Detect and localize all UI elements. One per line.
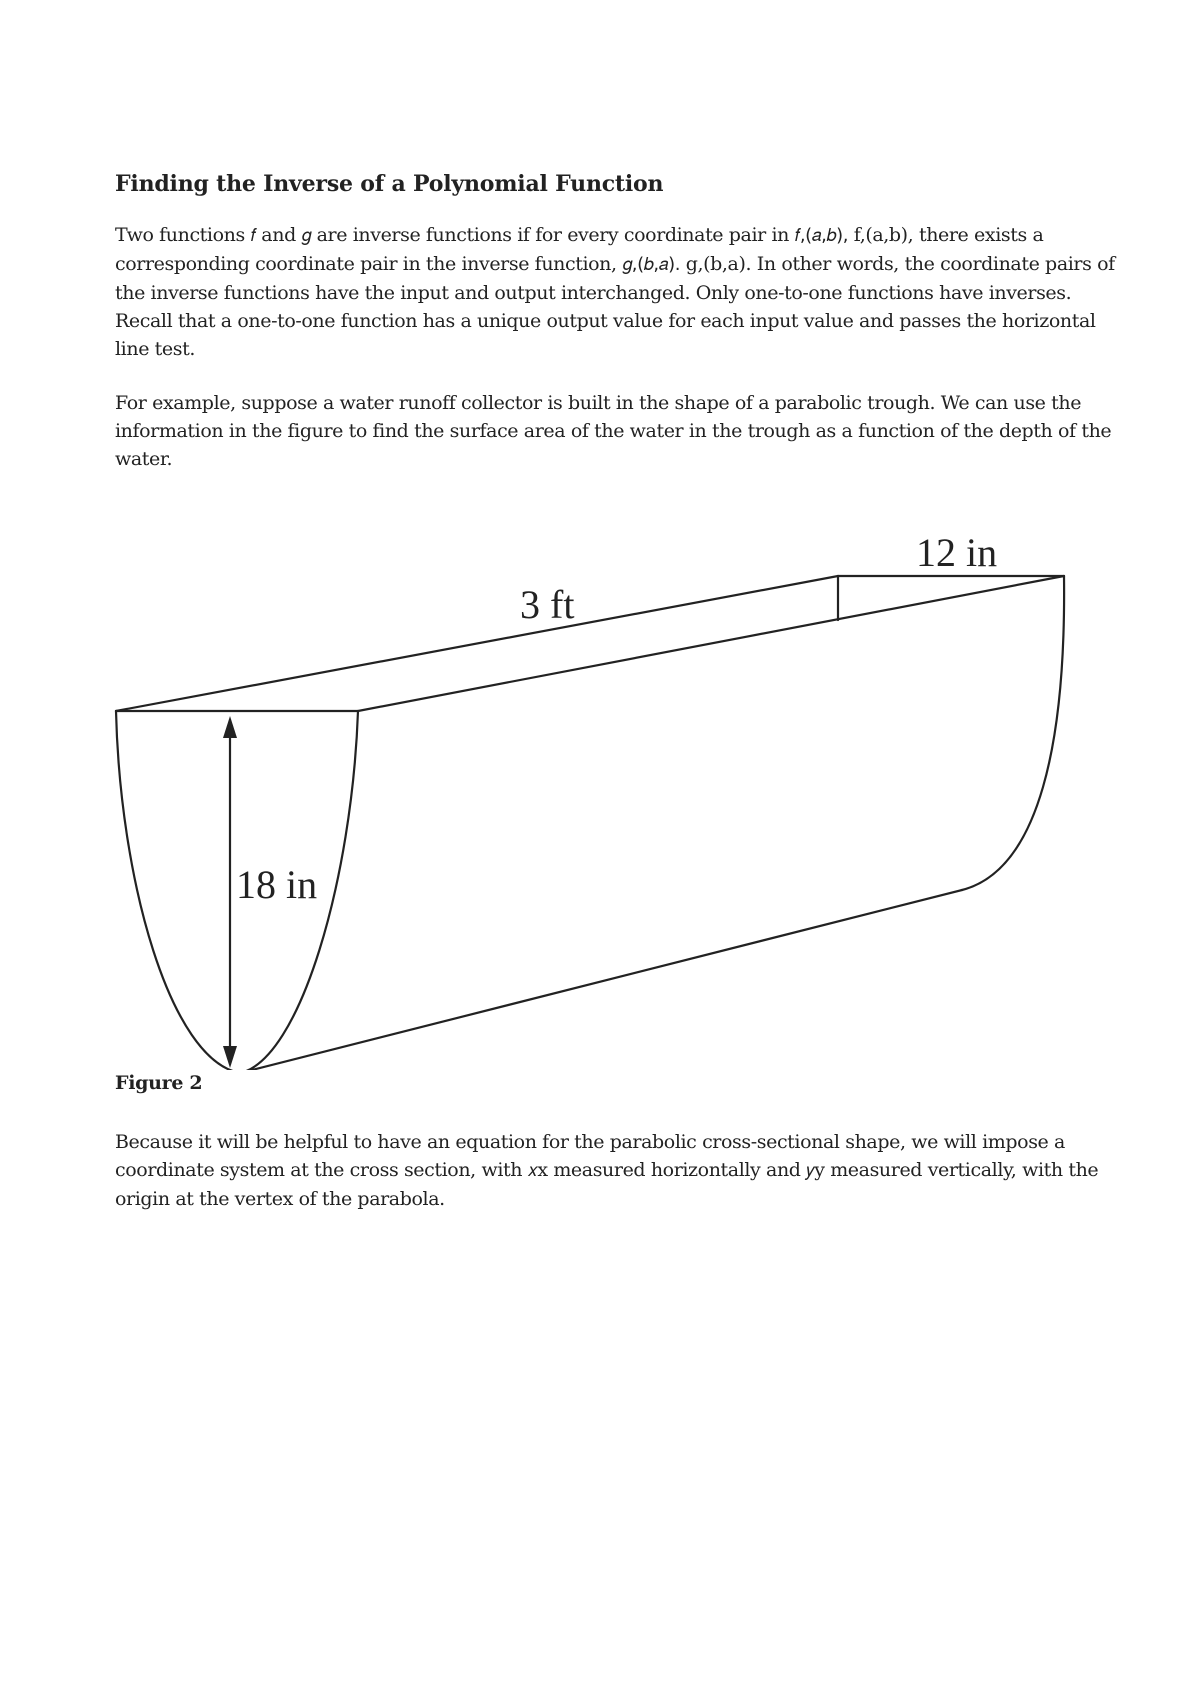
- math-g: 𝑔: [301, 224, 311, 246]
- text-run: and: [255, 223, 302, 246]
- far-parabola: [962, 576, 1064, 890]
- section-heading: Finding the Inverse of a Polynomial Function: [115, 171, 664, 197]
- math-x: 𝑥: [527, 1160, 538, 1181]
- text-run: x measured horizontally and: [537, 1159, 807, 1181]
- depth-arrow-down-head: [223, 1046, 237, 1068]
- paragraph-coordinate-system: [115, 1128, 1115, 1213]
- figure-caption: Figure 2: [115, 1072, 203, 1094]
- text-run: g,(b,a). In other words, the coordinate pairs of the inverse functions have the input and output interchanged. Only one-to-one functions have inverses. Recall that a one-to-one function has a unique output value for each input value and passes the horizontal line test.: [115, 252, 1115, 360]
- bottom-edge: [240, 890, 962, 1070]
- math-f-pair: 𝑓,(𝑎,𝑏),: [794, 224, 849, 246]
- top-front-edge: [358, 576, 1064, 711]
- text-run: Because it will be helpful to have an equation for the parabolic cross-sectional shape, we will impose a coordinate system at the cross section, with: [115, 1131, 1065, 1181]
- trough-figure: [0, 530, 1200, 1070]
- math-f: 𝑓: [250, 224, 256, 246]
- label-width: 12 in: [916, 530, 998, 575]
- text-run: Two functions: [115, 223, 251, 246]
- document-body: [115, 170, 1115, 499]
- text-run: y measured vertically, with the origin at the vertex of the parabola.: [115, 1159, 1099, 1210]
- math-g-pair: 𝑔,(𝑏,𝑎).: [622, 253, 681, 275]
- bottom-section: [115, 1128, 1115, 1239]
- text-run: are inverse functions if for every coordinate pair in: [310, 223, 795, 246]
- label-depth: 18 in: [236, 862, 318, 907]
- text-run: f,(a,b), there exists a corresponding coordinate pair in the inverse function,: [115, 223, 1044, 275]
- math-y: 𝑦: [806, 1160, 815, 1181]
- paragraph-inverse-definition: [115, 221, 1115, 363]
- depth-arrow-up-head: [223, 716, 237, 738]
- label-length: 3 ft: [520, 582, 575, 627]
- paragraph-trough-example: For example, suppose a water runoff collector is built in the shape of a parabolic trough. We can use the information in the figure to find the surface area of the water in the trough as a function of the depth of the water.: [115, 391, 1112, 470]
- top-back-edge: [116, 576, 838, 711]
